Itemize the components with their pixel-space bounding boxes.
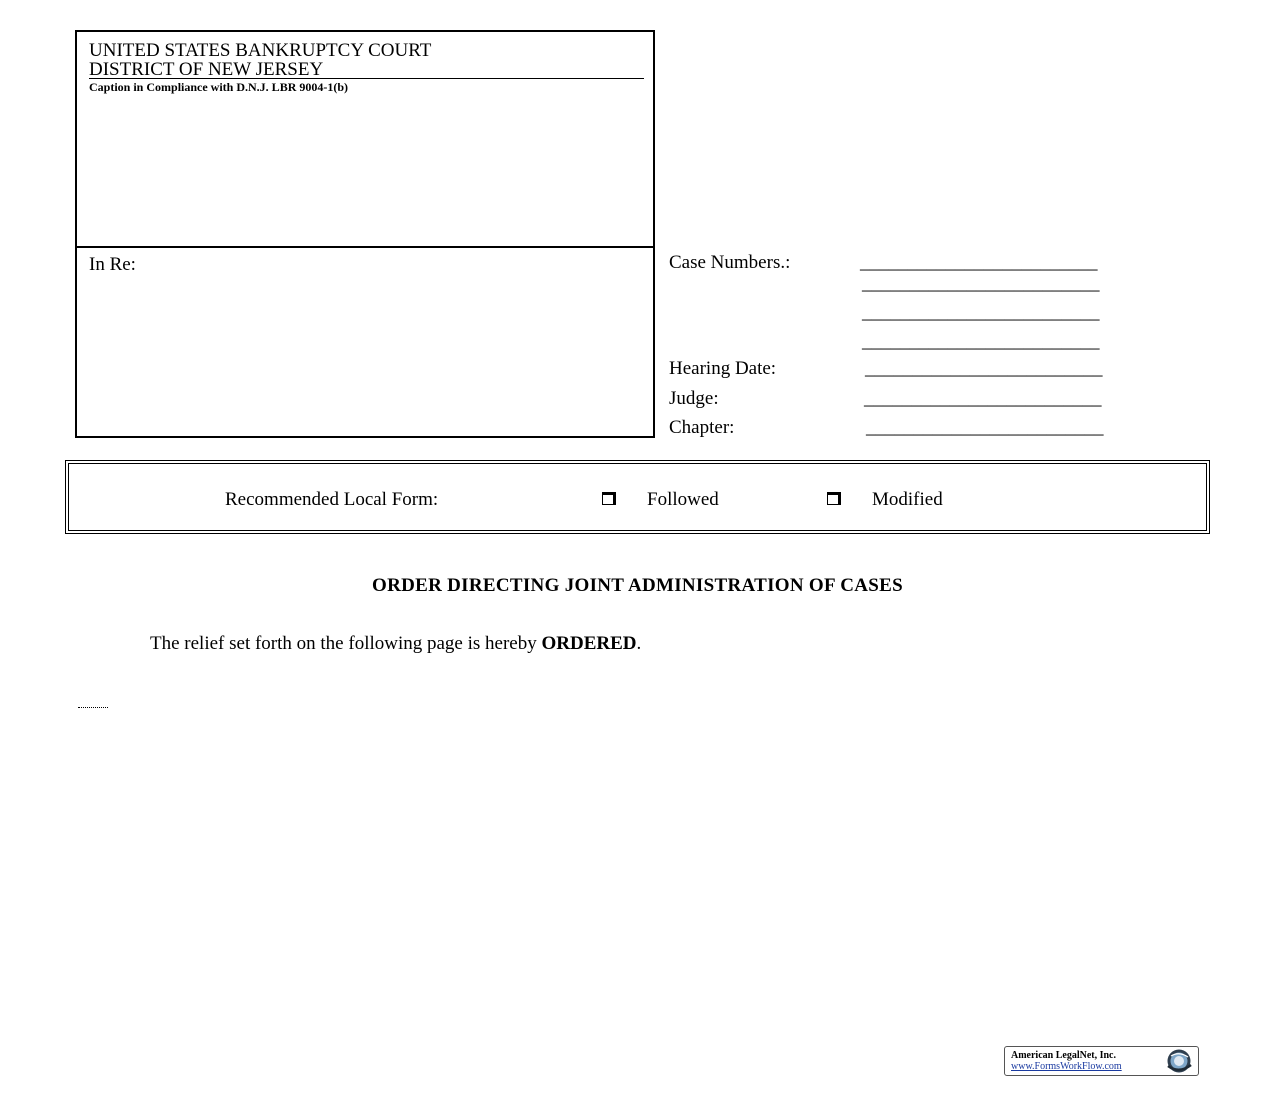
order-title: ORDER DIRECTING JOINT ADMINISTRATION OF CASES	[372, 575, 903, 596]
publisher-link[interactable]: www.FormsWorkFlow.com	[1011, 1061, 1122, 1072]
followed-checkbox[interactable]	[602, 492, 616, 505]
court-district: DISTRICT OF NEW JERSEY	[89, 59, 324, 80]
globe-logo-icon	[1162, 1048, 1196, 1074]
relief-ordered: ORDERED	[541, 633, 637, 654]
local-form-label: Recommended Local Form:	[225, 489, 439, 510]
chapter-field[interactable]: _________________________	[866, 417, 1104, 438]
case-number-field-4[interactable]: _________________________	[862, 331, 1100, 352]
publisher-name: American LegalNet, Inc.	[1011, 1050, 1116, 1061]
caption-box	[75, 30, 655, 438]
relief-period: .	[636, 633, 642, 654]
publisher-badge	[1004, 1046, 1199, 1076]
relief-statement	[150, 633, 641, 655]
judge-label: Judge:	[669, 388, 719, 409]
court-divider	[89, 78, 644, 79]
dotted-marker	[78, 707, 108, 708]
case-number-field-1[interactable]: _________________________	[860, 252, 1098, 273]
local-form-box	[65, 460, 1210, 534]
case-numbers-label: Case Numbers.:	[669, 252, 791, 273]
caption-header	[77, 32, 653, 248]
relief-text: The relief set forth on the following page is hereby	[150, 633, 542, 654]
modified-label: Modified	[872, 489, 943, 510]
case-number-field-3[interactable]: _________________________	[862, 302, 1100, 323]
case-number-field-2[interactable]: _________________________	[862, 273, 1100, 294]
followed-label: Followed	[647, 489, 719, 510]
court-name: UNITED STATES BANKRUPTCY COURT	[89, 40, 432, 61]
judge-field[interactable]: _________________________	[864, 388, 1102, 409]
hearing-date-label: Hearing Date:	[669, 358, 777, 379]
compliance-note: Caption in Compliance with D.N.J. LBR 9004-1(b)	[89, 80, 349, 94]
in-re-label: In Re:	[89, 254, 136, 275]
modified-checkbox[interactable]	[827, 492, 841, 505]
chapter-label: Chapter:	[669, 417, 735, 438]
hearing-date-field[interactable]: _________________________	[865, 358, 1103, 379]
